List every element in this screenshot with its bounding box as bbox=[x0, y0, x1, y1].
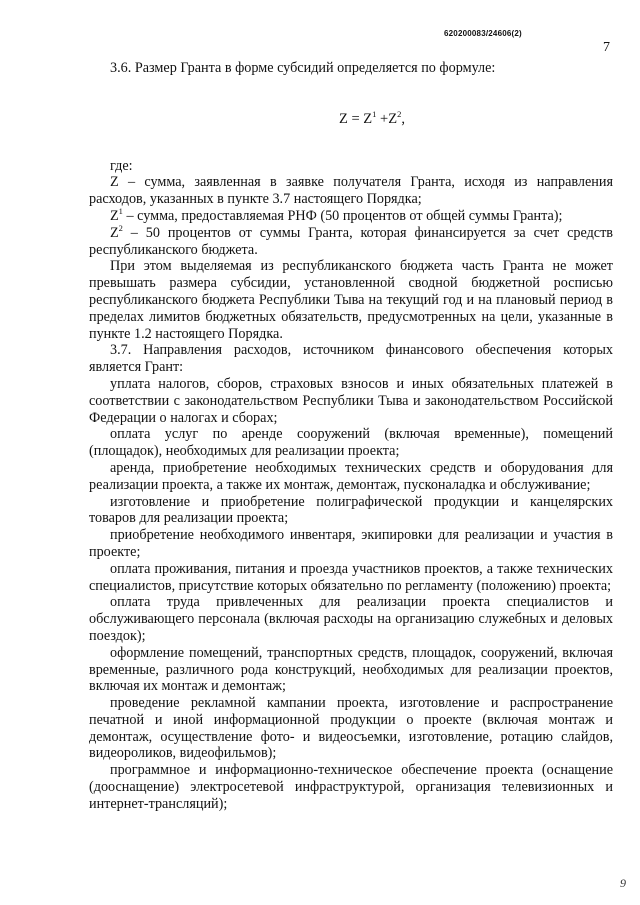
page-content bbox=[89, 60, 613, 813]
formula-lhs: Z = Z bbox=[339, 110, 373, 127]
z2-text: – 50 процентов от суммы Гранта, которая финансируется за счет средств республиканского бюджета. bbox=[89, 224, 613, 258]
expense-item: оплата услуг по аренде сооружений (включая временные), помещений (площадок), необходимых для реализации проекта; bbox=[89, 426, 613, 460]
formula-sup-2: 2 bbox=[397, 108, 402, 119]
expense-item: изготовление и приобретение полиграфической продукции и канцелярских товаров для реализации проекта; bbox=[89, 493, 613, 527]
definition-z1 bbox=[89, 205, 613, 225]
z2-symbol: Z bbox=[110, 224, 119, 241]
formula-end: , bbox=[401, 110, 405, 127]
definition-z2 bbox=[89, 222, 613, 259]
handwritten-page-mark: 9 bbox=[620, 876, 626, 890]
document-id: 620200083/24606(2) bbox=[444, 29, 522, 38]
formula-mid: +Z bbox=[376, 110, 398, 127]
expense-item: проведение рекламной кампании проекта, изготовление и распространение печатной и иной информационной продукции о проекте (включая монтаж и демонтаж, осуществление фото- и видеосъемки, изготовление, ротацию слайдов, видеороликов, видеофильмов); bbox=[89, 695, 613, 762]
page-number: 7 bbox=[603, 40, 610, 55]
z1-text: – сумма, предоставляемая РНФ (50 процентов от общей суммы Гранта); bbox=[122, 207, 563, 224]
paragraph-limit: При этом выделяемая из республиканского бюджета часть Гранта не может превышать размера субсидии, установленной сводной бюджетной росписью республиканского бюджета Республики Тыва на текущий год и на плановый период в пределах лимитов бюджетных обязательств, предусмотренных на цели, указанные в пункте 1.2 настоящего Порядка. bbox=[89, 258, 613, 342]
z1-symbol: Z bbox=[110, 207, 119, 224]
expense-item: приобретение необходимого инвентаря, экипировки для реализации и участия в проекте; bbox=[89, 527, 613, 560]
z1-superscript: 1 bbox=[118, 205, 123, 216]
paragraph-3-6: 3.6. Размер Гранта в форме субсидий определяется по формуле: bbox=[110, 60, 496, 76]
expense-item: оформление помещений, транспортных средств, площадок, сооружений, включая временные, различного рода конструкций, необходимых для реализации проектов, включая их монтаж и демонтаж; bbox=[89, 644, 613, 695]
expense-item: уплата налогов, сборов, страховых взносов и иных обязательных платежей в соответствии с законодательством Республики Тыва и законодательством Российской Федерации о налогах и сборах; bbox=[89, 375, 613, 426]
z2-superscript: 2 bbox=[118, 222, 123, 233]
where-label: где: bbox=[110, 157, 133, 174]
expense-item: аренда, приобретение необходимых технических средств и оборудования для реализации проекта, а также их монтаж, демонтаж, пусконаладка и обслуживание; bbox=[89, 459, 613, 493]
paragraph-3-7: 3.7. Направления расходов, источником финансового обеспечения которых является Грант: bbox=[89, 342, 613, 376]
formula-sup-1: 1 bbox=[372, 108, 377, 119]
expense-item: оплата труда привлеченных для реализации проекта специалистов и обслуживающего персонала (включая расходы на организацию служебных и деловых поездок); bbox=[89, 594, 613, 644]
expense-item: программное и информационно-техническое обеспечение проекта (оснащение (дооснащение) электросетевой инфраструктурой, организация телевизионных и интернет-трансляций); bbox=[89, 762, 613, 812]
expense-item: оплата проживания, питания и проезда участников проектов, а также технических специалистов, присутствие которых обязательно по регламенту (положению) проекта; bbox=[89, 560, 613, 594]
definition-z: Z – сумма, заявленная в заявке получателя Гранта, исходя из направления расходов, указанных в пункте 3.7 настоящего Порядка; bbox=[89, 174, 613, 208]
grant-formula bbox=[89, 108, 613, 128]
